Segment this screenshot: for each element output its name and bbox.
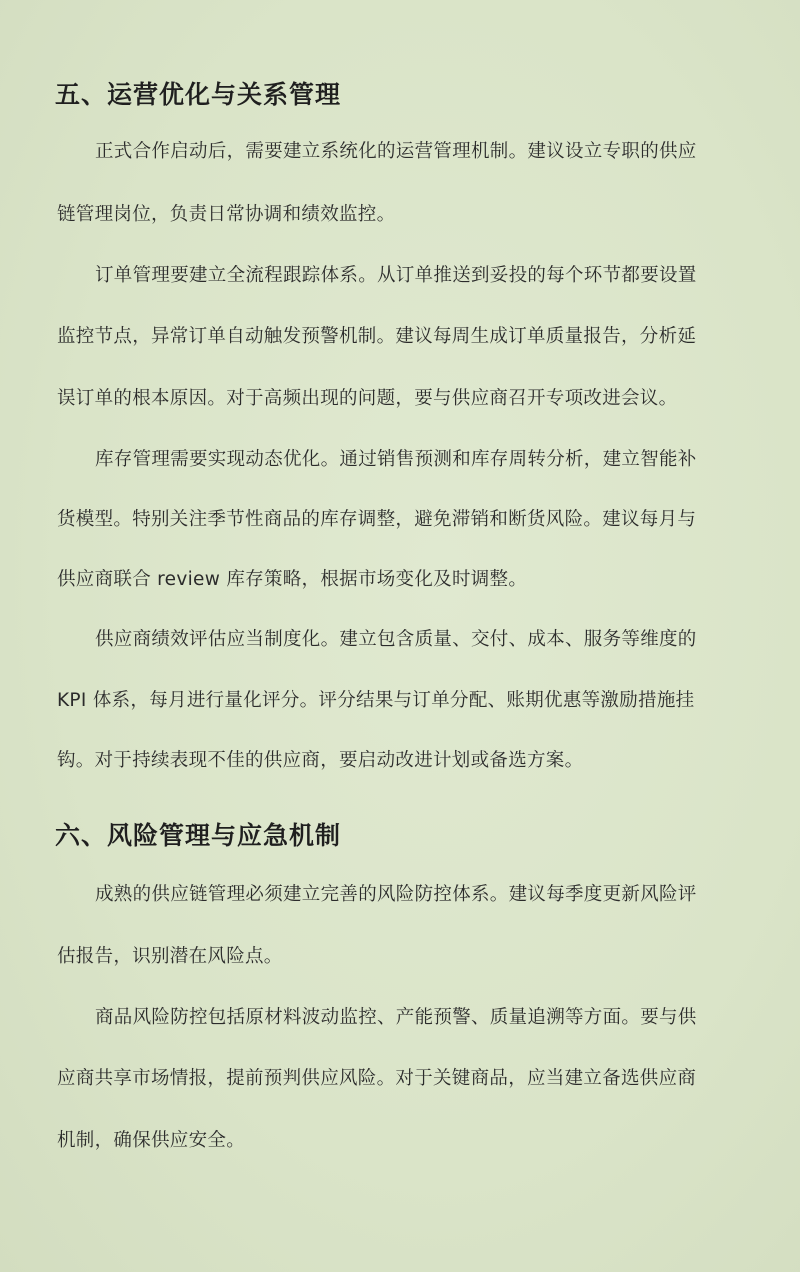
paragraph-line: 库存管理需要实现动态优化。通过销售预测和库存周转分析，建立智能补	[95, 449, 697, 470]
section-heading-operations: 五、运营优化与关系管理	[55, 80, 342, 109]
paragraph-line: 成熟的供应链管理必须建立完善的风险防控体系。建议每季度更新风险评	[95, 884, 697, 905]
paragraph-line: 商品风险防控包括原材料波动监控、产能预警、质量追溯等方面。要与供	[95, 1007, 697, 1028]
paragraph-line: 供应商联合 review 库存策略，根据市场变化及时调整。	[57, 569, 528, 590]
paragraph-line: 估报告，识别潜在风险点。	[57, 946, 283, 967]
paragraph-line: 误订单的根本原因。对于高频出现的问题，要与供应商召开专项改进会议。	[57, 388, 678, 409]
paragraph-line: 链管理岗位，负责日常协调和绩效监控。	[57, 204, 396, 225]
paragraph-line: 货模型。特别关注季节性商品的库存调整，避免滞销和断货风险。建议每月与	[57, 509, 697, 530]
paragraph-line: 供应商绩效评估应当制度化。建立包含质量、交付、成本、服务等维度的	[95, 629, 697, 650]
paragraph-line: 监控节点，异常订单自动触发预警机制。建议每周生成订单质量报告，分析延	[57, 326, 697, 347]
paragraph-line: 机制，确保供应安全。	[57, 1130, 246, 1151]
paragraph-line: 钩。对于持续表现不佳的供应商，要启动改进计划或备选方案。	[57, 750, 584, 771]
paragraph-line: 订单管理要建立全流程跟踪体系。从订单推送到妥投的每个环节都要设置	[95, 265, 697, 286]
paragraph-line: 正式合作启动后，需要建立系统化的运营管理机制。建议设立专职的供应	[95, 141, 697, 162]
paragraph-line: 应商共享市场情报，提前预判供应风险。对于关键商品，应当建立备选供应商	[57, 1068, 697, 1089]
paragraph-line: KPI 体系，每月进行量化评分。评分结果与订单分配、账期优惠等激励措施挂	[57, 690, 695, 711]
section-heading-risk: 六、风险管理与应急机制	[55, 821, 342, 850]
